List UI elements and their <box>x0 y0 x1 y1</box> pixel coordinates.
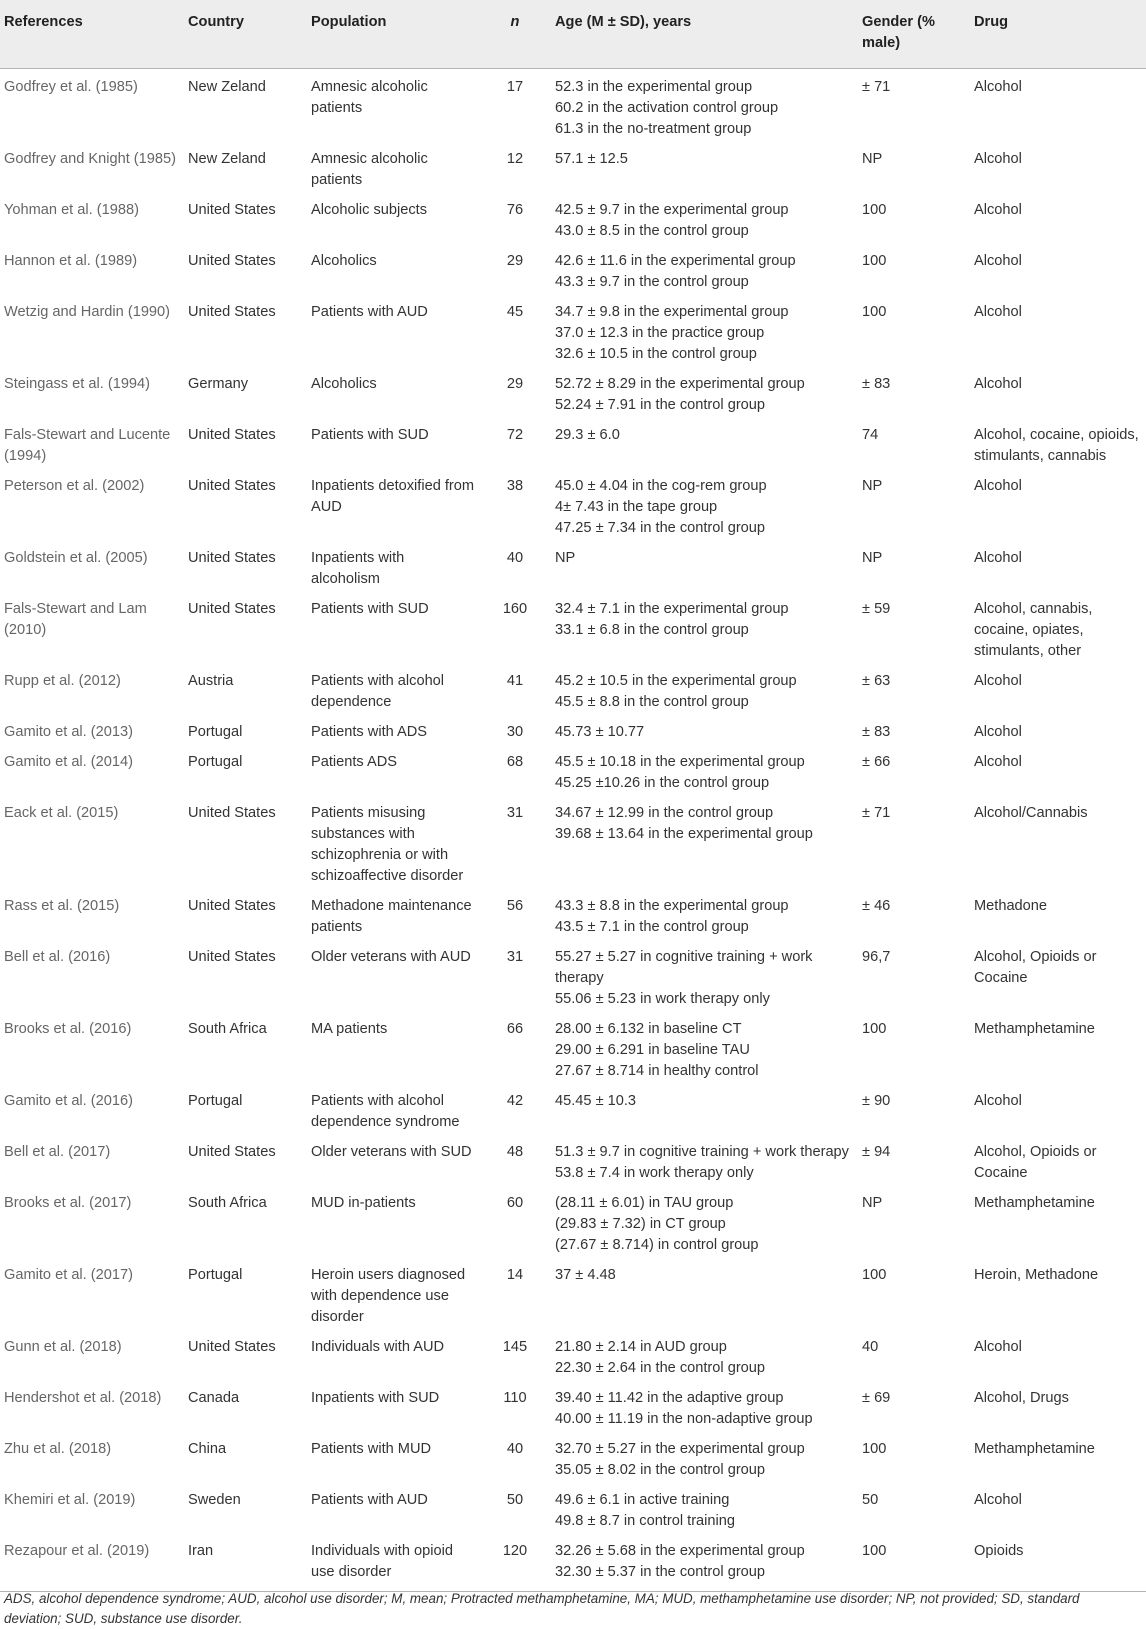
cell-reference: Gamito et al. (2014) <box>4 754 133 770</box>
cell-n: 17 <box>506 79 524 95</box>
cell-reference: Rupp et al. (2012) <box>4 673 121 689</box>
table-row <box>0 1434 1146 1485</box>
cell-age <box>551 1536 858 1592</box>
table-row <box>0 747 1146 798</box>
cell-country: United States <box>188 304 276 320</box>
cell-country: China <box>188 1441 227 1457</box>
header-n-label: n <box>510 14 520 30</box>
table-row <box>0 1383 1146 1434</box>
header-age: Age (M ± SD), years <box>551 0 858 69</box>
cell-country: United States <box>188 601 276 617</box>
age-line: 53.8 ± 7.4 in work therapy only <box>555 1165 754 1181</box>
age-line: 55.06 ± 5.23 in work therapy only <box>555 991 770 1007</box>
table-row <box>0 420 1146 471</box>
cell-population: Older veterans with AUD <box>311 949 471 965</box>
cell-drug: Alcohol <box>974 550 1022 566</box>
cell-age <box>551 144 858 195</box>
cell-drug: Alcohol <box>974 1339 1022 1355</box>
age-line: 35.05 ± 8.02 in the control group <box>555 1462 766 1478</box>
age-line: 37.0 ± 12.3 in the practice group <box>555 325 765 341</box>
age-line: 47.25 ± 7.34 in the control group <box>555 520 766 536</box>
table-row <box>0 1086 1146 1137</box>
cell-reference: Bell et al. (2017) <box>4 1144 111 1160</box>
cell-reference: Brooks et al. (2017) <box>4 1195 132 1211</box>
cell-n: 42 <box>506 1093 524 1109</box>
cell-population: Patients with alcohol dependence syndrome <box>311 1093 460 1130</box>
table-row <box>0 471 1146 543</box>
cell-reference: Bell et al. (2016) <box>4 949 111 965</box>
age-line: 52.72 ± 8.29 in the experimental group <box>555 376 805 392</box>
cell-population: Inpatients detoxified from AUD <box>311 478 475 515</box>
cell-population: Amnesic alcoholic patients <box>311 151 428 188</box>
table-row <box>0 144 1146 195</box>
cell-n: 48 <box>506 1144 524 1160</box>
cell-population: Patients with MUD <box>311 1441 432 1457</box>
cell-n: 14 <box>506 1267 524 1283</box>
header-n <box>479 0 551 69</box>
table-row <box>0 666 1146 717</box>
age-line: 49.8 ± 8.7 in control training <box>555 1513 735 1529</box>
age-line: 51.3 ± 9.7 in cognitive training + work therapy <box>555 1144 849 1160</box>
cell-age <box>551 1188 858 1260</box>
age-line: 45.2 ± 10.5 in the experimental group <box>555 673 797 689</box>
cell-drug: Alcohol, Drugs <box>974 1390 1069 1406</box>
cell-population: Patients with AUD <box>311 304 428 320</box>
cell-age <box>551 594 858 666</box>
age-line: 29.3 ± 6.0 <box>555 427 620 443</box>
cell-population: Patients ADS <box>311 754 397 770</box>
cell-age <box>551 1260 858 1332</box>
cell-reference: Steingass et al. (1994) <box>4 376 151 392</box>
cell-age <box>551 747 858 798</box>
age-line: 45.5 ± 10.18 in the experimental group <box>555 754 805 770</box>
cell-country: United States <box>188 427 276 443</box>
table-row <box>0 195 1146 246</box>
cell-population: Methadone maintenance patients <box>311 898 472 935</box>
cell-population: Alcoholics <box>311 376 377 392</box>
header-drug: Drug <box>970 0 1146 69</box>
age-line: (27.67 ± 8.714) in control group <box>555 1237 759 1253</box>
cell-reference: Rass et al. (2015) <box>4 898 120 914</box>
cell-age <box>551 69 858 145</box>
cell-age <box>551 297 858 369</box>
cell-reference: Yohman et al. (1988) <box>4 202 139 218</box>
age-line: 39.40 ± 11.42 in the adaptive group <box>555 1390 784 1406</box>
cell-n: 145 <box>502 1339 528 1355</box>
age-line: 43.0 ± 8.5 in the control group <box>555 223 749 239</box>
cell-reference: Godfrey et al. (1985) <box>4 79 138 95</box>
table-row <box>0 246 1146 297</box>
cell-drug: Methamphetamine <box>974 1195 1095 1211</box>
cell-n: 31 <box>506 949 524 965</box>
cell-country: Portugal <box>188 1267 243 1283</box>
cell-drug: Alcohol <box>974 376 1022 392</box>
age-line: 43.5 ± 7.1 in the control group <box>555 919 749 935</box>
cell-population: Patients with alcohol dependence <box>311 673 445 710</box>
cell-n: 50 <box>506 1492 524 1508</box>
cell-gender: 100 <box>862 1267 887 1283</box>
cell-age <box>551 891 858 942</box>
cell-country: New Zeland <box>188 79 266 95</box>
cell-country: Canada <box>188 1390 240 1406</box>
table-footnote: ADS, alcohol dependence syndrome; AUD, alcohol use disorder; M, mean; Protracted methamphetamine, MA; MUD, methamphetamine use disorder; NP, not provided; SD, standard deviation; SUD, substance use disorder. <box>4 1591 1080 1626</box>
age-line: 45.45 ± 10.3 <box>555 1093 637 1109</box>
cell-n: 76 <box>506 202 524 218</box>
cell-n: 45 <box>506 304 524 320</box>
cell-population: Patients with SUD <box>311 427 429 443</box>
cell-country: United States <box>188 1144 276 1160</box>
cell-reference: Gamito et al. (2017) <box>4 1267 133 1283</box>
cell-n: 56 <box>506 898 524 914</box>
cell-n: 66 <box>506 1021 524 1037</box>
cell-drug: Alcohol <box>974 673 1022 689</box>
cell-population: Amnesic alcoholic patients <box>311 79 428 116</box>
age-line: 40.00 ± 11.19 in the non-adaptive group <box>555 1411 813 1427</box>
cell-reference: Fals-Stewart and Lam (2010) <box>4 601 147 638</box>
cell-population: MA patients <box>311 1021 388 1037</box>
age-line: 45.25 ±10.26 in the control group <box>555 775 770 791</box>
cell-reference: Zhu et al. (2018) <box>4 1441 112 1457</box>
cell-drug: Alcohol, Opioids or Cocaine <box>974 949 1097 986</box>
cell-age <box>551 942 858 1014</box>
cell-drug: Alcohol, Opioids or Cocaine <box>974 1144 1097 1181</box>
cell-population: Heroin users diagnosed with dependence use disorder <box>311 1267 466 1325</box>
cell-age <box>551 1014 858 1086</box>
age-line: 34.67 ± 12.99 in the control group <box>555 805 774 821</box>
cell-drug: Alcohol <box>974 1492 1022 1508</box>
age-line: 52.24 ± 7.91 in the control group <box>555 397 766 413</box>
cell-drug: Alcohol <box>974 478 1022 494</box>
cell-gender: ± 71 <box>862 805 891 821</box>
cell-drug: Methamphetamine <box>974 1441 1095 1457</box>
header-population: Population <box>307 0 479 69</box>
cell-gender: 100 <box>862 1021 887 1037</box>
cell-age <box>551 798 858 891</box>
cell-population: Inpatients with alcoholism <box>311 550 405 587</box>
cell-n: 120 <box>479 1536 551 1592</box>
age-line: 55.27 ± 5.27 in cognitive training + work therapy <box>555 949 813 986</box>
cell-country: Portugal <box>188 1093 243 1109</box>
cell-population: Patients with AUD <box>311 1492 428 1508</box>
cell-drug: Alcohol/Cannabis <box>974 805 1088 821</box>
age-line: 43.3 ± 8.8 in the experimental group <box>555 898 789 914</box>
cell-population: Older veterans with SUD <box>311 1144 472 1160</box>
cell-reference: Hannon et al. (1989) <box>4 253 138 269</box>
table-header <box>0 0 1146 69</box>
age-line: NP <box>555 550 576 566</box>
cell-n: 29 <box>506 253 524 269</box>
cell-population: Inpatients with SUD <box>311 1390 440 1406</box>
cell-n: 72 <box>506 427 524 443</box>
cell-population: Individuals with opioid use disorder <box>307 1536 479 1592</box>
cell-gender: 100 <box>862 202 887 218</box>
cell-country: Portugal <box>188 754 243 770</box>
cell-gender: 74 <box>862 427 879 443</box>
table-row <box>0 1137 1146 1188</box>
table-row <box>0 594 1146 666</box>
cell-country: United States <box>188 202 276 218</box>
cell-drug: Alcohol <box>974 79 1022 95</box>
cell-gender: ± 66 <box>862 754 891 770</box>
cell-country: Germany <box>188 376 249 392</box>
cell-n: 31 <box>506 805 524 821</box>
age-line: 42.6 ± 11.6 in the experimental group <box>555 253 796 269</box>
age-line: 32.4 ± 7.1 in the experimental group <box>555 601 789 617</box>
cell-drug: Alcohol <box>974 754 1022 770</box>
cell-gender: 50 <box>862 1492 879 1508</box>
age-line: 32.30 ± 5.37 in the control group <box>555 1564 766 1580</box>
cell-n: 60 <box>506 1195 524 1211</box>
table-row <box>0 891 1146 942</box>
cell-drug: Alcohol <box>974 1093 1022 1109</box>
cell-gender: ± 46 <box>862 898 891 914</box>
cell-reference: Khemiri et al. (2019) <box>4 1492 136 1508</box>
age-line: 45.73 ± 10.77 <box>555 724 645 740</box>
header-row <box>0 0 1146 69</box>
table-row <box>0 69 1146 145</box>
age-line: 61.3 in the no-treatment group <box>555 121 752 137</box>
cell-population: Alcoholic subjects <box>311 202 427 218</box>
cell-gender: ± 59 <box>862 601 891 617</box>
table-body <box>0 69 1146 1592</box>
cell-reference: Brooks et al. (2016) <box>4 1021 132 1037</box>
cell-n: 12 <box>506 151 524 167</box>
cell-gender: NP <box>862 478 883 494</box>
cell-drug: Alcohol <box>974 151 1022 167</box>
table-row <box>0 942 1146 1014</box>
cell-drug: Opioids <box>970 1536 1146 1592</box>
cell-gender: 40 <box>862 1339 879 1355</box>
table-row <box>0 1485 1146 1536</box>
age-line: 42.5 ± 9.7 in the experimental group <box>555 202 789 218</box>
header-references: References <box>0 0 184 69</box>
cell-country: United States <box>188 805 276 821</box>
cell-gender: 100 <box>862 304 887 320</box>
cell-reference: Gamito et al. (2016) <box>4 1093 133 1109</box>
table-row <box>0 1014 1146 1086</box>
cell-country: Austria <box>188 673 234 689</box>
age-line: 4± 7.43 in the tape group <box>555 499 718 515</box>
cell-n: 30 <box>506 724 524 740</box>
table-row <box>0 543 1146 594</box>
age-line: 34.7 ± 9.8 in the experimental group <box>555 304 789 320</box>
cell-drug: Alcohol <box>974 253 1022 269</box>
header-country: Country <box>184 0 307 69</box>
cell-age <box>551 666 858 717</box>
cell-gender: NP <box>862 1195 883 1211</box>
age-line: 52.3 in the experimental group <box>555 79 753 95</box>
age-line: (29.83 ± 7.32) in CT group <box>555 1216 726 1232</box>
cell-drug: Methadone <box>974 898 1048 914</box>
cell-gender: ± 90 <box>862 1093 891 1109</box>
age-line: (28.11 ± 6.01) in TAU group <box>555 1195 734 1211</box>
age-line: 60.2 in the activation control group <box>555 100 779 116</box>
age-line: 29.00 ± 6.291 in baseline TAU <box>555 1042 750 1058</box>
cell-reference: Wetzig and Hardin (1990) <box>4 304 171 320</box>
cell-country: Portugal <box>188 724 243 740</box>
cell-age <box>551 369 858 420</box>
cell-gender: NP <box>862 151 883 167</box>
cell-country: United States <box>188 949 276 965</box>
cell-reference: Eack et al. (2015) <box>4 805 119 821</box>
cell-reference: Godfrey and Knight (1985) <box>4 151 176 167</box>
cell-gender: NP <box>862 550 883 566</box>
cell-reference: Rezapour et al. (2019) <box>0 1536 184 1592</box>
cell-gender: 100 <box>862 253 887 269</box>
cell-drug: Alcohol <box>974 202 1022 218</box>
cell-age <box>551 1137 858 1188</box>
table-row <box>0 1188 1146 1260</box>
cell-population: Patients with SUD <box>311 601 429 617</box>
table-row <box>0 1260 1146 1332</box>
table-row <box>0 297 1146 369</box>
cell-country: United States <box>188 253 276 269</box>
age-line: 32.6 ± 10.5 in the control group <box>555 346 757 362</box>
cell-country: Sweden <box>188 1492 241 1508</box>
age-line: 43.3 ± 9.7 in the control group <box>555 274 749 290</box>
cell-country: South Africa <box>188 1195 267 1211</box>
cell-n: 160 <box>502 601 528 617</box>
cell-gender: ± 69 <box>862 1390 891 1406</box>
cell-gender: ± 94 <box>862 1144 891 1160</box>
cell-population: Alcoholics <box>311 253 377 269</box>
age-line: 21.80 ± 2.14 in AUD group <box>555 1339 727 1355</box>
cell-age <box>551 717 858 747</box>
cell-population: MUD in-patients <box>311 1195 416 1211</box>
age-line: 57.1 ± 12.5 <box>555 151 628 167</box>
cell-country: New Zeland <box>188 151 266 167</box>
cell-n: 40 <box>506 550 524 566</box>
table-row <box>0 798 1146 891</box>
cell-age <box>551 471 858 543</box>
age-line: 32.26 ± 5.68 in the experimental group <box>555 1543 805 1559</box>
age-line: 49.6 ± 6.1 in active training <box>555 1492 730 1508</box>
cell-reference: Gunn et al. (2018) <box>4 1339 122 1355</box>
cell-n: 110 <box>503 1390 527 1406</box>
cell-gender: 100 <box>858 1536 970 1592</box>
cell-age <box>551 420 858 471</box>
age-line: 45.0 ± 4.04 in the cog-rem group <box>555 478 767 494</box>
age-line: 27.67 ± 8.714 in healthy control <box>555 1063 759 1079</box>
cell-country: United States <box>188 478 276 494</box>
cell-n: 68 <box>506 754 524 770</box>
cell-reference: Hendershot et al. (2018) <box>4 1390 162 1406</box>
cell-gender: ± 83 <box>862 724 891 740</box>
cell-gender: ± 63 <box>862 673 891 689</box>
cell-drug: Alcohol <box>974 304 1022 320</box>
cell-age <box>551 543 858 594</box>
cell-country: Iran <box>184 1536 307 1592</box>
cell-n: 29 <box>506 376 524 392</box>
header-gender: Gender (% male) <box>858 0 970 69</box>
cell-gender: 100 <box>862 1441 887 1457</box>
cell-country: United States <box>188 1339 276 1355</box>
age-line: 32.70 ± 5.27 in the experimental group <box>555 1441 805 1457</box>
cell-drug: Alcohol <box>974 724 1022 740</box>
cell-reference: Fals-Stewart and Lucente (1994) <box>4 427 171 464</box>
cell-drug: Methamphetamine <box>974 1021 1095 1037</box>
cell-gender: ± 71 <box>862 79 891 95</box>
cell-age <box>551 1383 858 1434</box>
cell-country: United States <box>188 898 276 914</box>
cell-gender: ± 83 <box>862 376 891 392</box>
table-row <box>0 1332 1146 1383</box>
cell-population: Individuals with AUD <box>311 1339 445 1355</box>
age-line: 37 ± 4.48 <box>555 1267 616 1283</box>
cell-gender: 96,7 <box>862 949 891 965</box>
cell-n: 38 <box>506 478 524 494</box>
cell-n: 40 <box>506 1441 524 1457</box>
cell-age <box>551 1434 858 1485</box>
cell-age <box>551 1086 858 1137</box>
cell-reference: Goldstein et al. (2005) <box>4 550 148 566</box>
table-row <box>0 717 1146 747</box>
cell-drug: Heroin, Methadone <box>974 1267 1099 1283</box>
cell-drug: Alcohol, cocaine, opioids, stimulants, cannabis <box>974 427 1139 464</box>
cell-reference: Gamito et al. (2013) <box>4 724 133 740</box>
cell-age <box>551 1485 858 1536</box>
table-row <box>0 369 1146 420</box>
cell-country: South Africa <box>188 1021 267 1037</box>
age-line: 45.5 ± 8.8 in the control group <box>555 694 749 710</box>
table-row <box>0 1536 1146 1592</box>
cell-reference: Peterson et al. (2002) <box>4 478 145 494</box>
age-line: 22.30 ± 2.64 in the control group <box>555 1360 766 1376</box>
cell-population: Patients with ADS <box>311 724 427 740</box>
cell-country: United States <box>188 550 276 566</box>
age-line: 39.68 ± 13.64 in the experimental group <box>555 826 813 842</box>
cell-age <box>551 1332 858 1383</box>
age-line: 28.00 ± 6.132 in baseline CT <box>555 1021 742 1037</box>
cell-age <box>551 246 858 297</box>
cell-age <box>551 195 858 246</box>
cell-n: 41 <box>506 673 524 689</box>
cell-drug: Alcohol, cannabis, cocaine, opiates, stimulants, other <box>974 601 1093 659</box>
age-line: 33.1 ± 6.8 in the control group <box>555 622 749 638</box>
cell-population: Patients misusing substances with schizophrenia or with schizoaffective disorder <box>311 805 464 884</box>
